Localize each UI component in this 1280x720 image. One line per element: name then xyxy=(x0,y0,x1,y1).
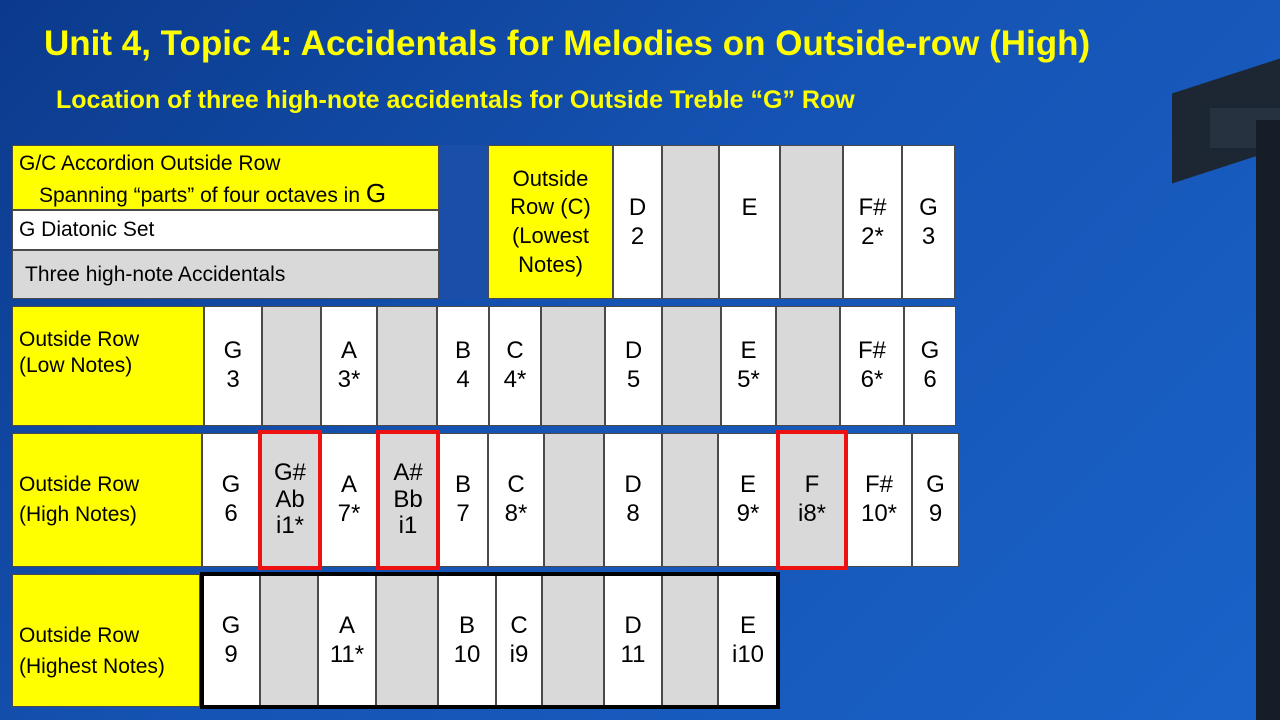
note-number: 4 xyxy=(456,366,470,393)
high-note-g-high xyxy=(912,433,959,567)
note-letter: B xyxy=(454,337,471,365)
note-letter: G xyxy=(926,471,945,499)
note-number: 9* xyxy=(736,500,760,527)
note-letter: G xyxy=(919,194,938,221)
note-letter: G xyxy=(221,611,241,639)
top-note-g xyxy=(902,145,955,299)
row-high-label-line1: Outside Row xyxy=(19,472,140,496)
outside-c-line2: Row (C) xyxy=(510,194,591,220)
lamp-post xyxy=(1256,120,1280,720)
note-letter: G xyxy=(221,471,241,499)
high-note-c xyxy=(488,433,544,567)
row-low-label xyxy=(12,306,204,426)
top-gap-cell xyxy=(662,145,719,299)
low-gap-cell xyxy=(662,306,721,426)
accidental-highlight-asharp xyxy=(376,430,440,570)
row-highest-label xyxy=(12,574,200,707)
legend-outside-row xyxy=(12,145,439,210)
row-high-label xyxy=(12,433,202,567)
note-number: 8* xyxy=(504,500,528,527)
outside-c-line1: Outside xyxy=(512,165,589,191)
row-low-label-line2: (Low Notes) xyxy=(19,354,133,378)
note-letter: C xyxy=(510,611,528,639)
low-gap-cell xyxy=(377,306,437,426)
high-note-a xyxy=(320,433,378,567)
note-number: 7* xyxy=(337,500,361,527)
legend-diatonic-text: G Diatonic Set xyxy=(19,218,155,242)
top-note-fsharp xyxy=(843,145,902,299)
highest-row-outline xyxy=(200,572,780,709)
high-note-d xyxy=(604,433,662,567)
outside-row-c-label xyxy=(488,145,613,299)
note-number: 3* xyxy=(337,366,361,393)
note-number: 2* xyxy=(861,222,884,250)
note-letter: D xyxy=(628,194,647,221)
note-number: 3 xyxy=(921,222,936,250)
legend-accidentals-text: Three high-note Accidentals xyxy=(25,262,286,286)
note-letter: G xyxy=(223,337,243,365)
legend-line2-prefix: Spanning “parts” of four octaves in xyxy=(39,184,366,208)
outside-c-line4: Notes) xyxy=(518,251,583,277)
note-number: 4* xyxy=(503,366,527,393)
top-gap-cell xyxy=(780,145,843,299)
high-note-g xyxy=(202,433,260,567)
legend-gap xyxy=(439,145,488,299)
outside-c-line3: (Lowest xyxy=(511,223,590,248)
row-highest-label-line2: (Highest Notes) xyxy=(19,654,165,678)
legend-line2-g: G xyxy=(365,178,387,209)
note-letter: E xyxy=(739,611,756,639)
top-note-e xyxy=(719,145,780,299)
legend-line2 xyxy=(19,177,438,211)
row-high-label-line2: (High Notes) xyxy=(19,503,137,526)
top-note-d xyxy=(613,145,662,299)
note-number: i1* xyxy=(275,512,305,540)
note-alt: Ab xyxy=(275,485,305,513)
note-letter: G xyxy=(920,337,940,365)
note-letter: D xyxy=(624,611,642,639)
high-gap-cell xyxy=(662,433,718,567)
legend-accidentals xyxy=(12,250,439,299)
note-letter: D xyxy=(624,337,643,365)
note-letter: E xyxy=(740,337,757,365)
low-note-g-high xyxy=(904,306,956,426)
note-letter: F xyxy=(804,471,820,499)
note-letter: A xyxy=(338,611,355,639)
note-number: 8 xyxy=(626,500,640,527)
slide-title: Unit 4, Topic 4: Accidentals for Melodies on Outside-row (High) xyxy=(44,24,1091,63)
note-letter: B xyxy=(458,611,475,639)
slide-subtitle: Location of three high-note accidentals for Outside Treble “G” Row xyxy=(56,86,855,114)
note-letter: C xyxy=(507,471,525,499)
note-letter: C xyxy=(506,337,524,365)
note-number: i9 xyxy=(509,640,529,668)
note-letter: F# xyxy=(857,337,886,365)
note-number: 9 xyxy=(928,500,943,527)
note-letter: B xyxy=(454,471,471,499)
note-number: 5 xyxy=(626,366,641,393)
note-alt: Bb xyxy=(393,485,423,513)
low-note-b xyxy=(437,306,489,426)
note-letter: A xyxy=(340,337,357,365)
note-number: 11 xyxy=(620,640,646,668)
note-number: 11* xyxy=(329,640,365,668)
note-number: 2 xyxy=(630,222,645,250)
note-number: i1 xyxy=(398,512,418,540)
note-number: i10 xyxy=(731,640,765,668)
note-number: 6* xyxy=(860,366,884,393)
low-note-a xyxy=(321,306,377,426)
note-letter: A xyxy=(340,471,357,499)
low-note-c xyxy=(489,306,541,426)
high-gap-cell xyxy=(544,433,604,567)
note-number: 9 xyxy=(224,640,238,668)
note-letter: F# xyxy=(864,471,893,499)
note-letter: F# xyxy=(858,194,887,221)
note-number: 5* xyxy=(737,366,760,393)
note-letter: E xyxy=(739,471,756,499)
row-highest-label-line1: Outside Row xyxy=(19,624,140,648)
note-letter: E xyxy=(741,194,758,221)
accidental-highlight-f xyxy=(776,430,848,570)
note-number: 6 xyxy=(923,366,937,393)
high-note-e xyxy=(718,433,778,567)
note-number: 10* xyxy=(860,500,898,527)
note-letter: D xyxy=(624,471,642,499)
note-number: 10 xyxy=(453,640,481,668)
low-note-e xyxy=(721,306,776,426)
accidental-highlight-gsharp xyxy=(258,430,322,570)
low-note-g xyxy=(204,306,262,426)
note-letter: G# xyxy=(273,459,306,487)
note-number: 6 xyxy=(224,500,238,527)
legend-line1: G/C Accordion Outside Row xyxy=(19,152,281,175)
high-note-fsharp xyxy=(846,433,912,567)
low-gap-cell xyxy=(262,306,321,426)
low-gap-cell xyxy=(776,306,840,426)
note-letter: A# xyxy=(393,459,423,487)
legend-diatonic-set xyxy=(12,210,439,250)
note-number: 3 xyxy=(226,366,240,393)
low-note-fsharp xyxy=(840,306,904,426)
low-gap-cell xyxy=(541,306,605,426)
row-low-label-line1: Outside Row xyxy=(19,328,140,351)
high-note-b xyxy=(438,433,488,567)
low-note-d xyxy=(605,306,662,426)
note-number: 7 xyxy=(456,500,470,527)
note-number: i8* xyxy=(797,500,827,527)
